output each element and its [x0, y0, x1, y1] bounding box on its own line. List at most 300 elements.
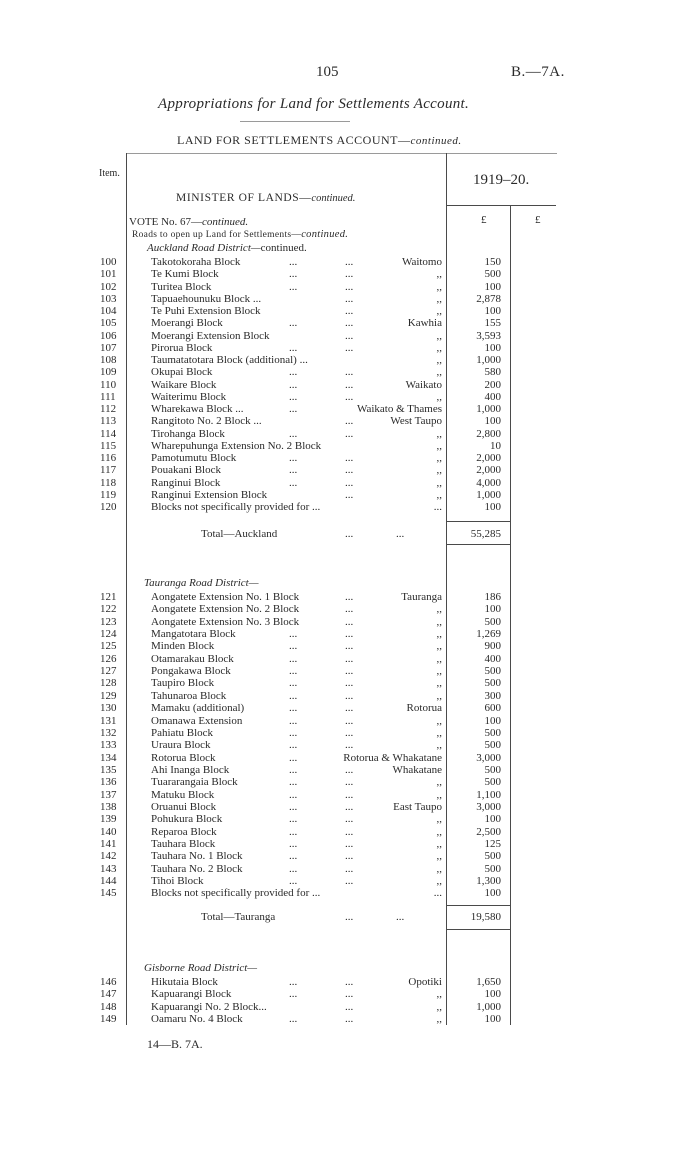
district-heading [144, 962, 257, 974]
leader-dots: ... [289, 256, 298, 268]
land-district: Waitomo [401, 256, 442, 268]
block-name: Tauhara Block [151, 838, 216, 850]
item-number: 131 [100, 714, 117, 727]
item-number: 119 [100, 488, 117, 501]
vote-heading [129, 216, 248, 228]
table-row [0, 305, 700, 317]
item-number: 116 [100, 452, 117, 464]
table-row [0, 826, 700, 838]
land-district: ,, [436, 726, 442, 739]
total-rule [446, 929, 510, 930]
land-district: ,, [436, 652, 442, 665]
block-name: Taupiro Block [151, 677, 215, 690]
leader-dots: ... [345, 763, 354, 776]
block-name: Pouakani Block [151, 464, 221, 477]
amount-value: 2,878 [476, 292, 501, 305]
item-number: 124 [100, 628, 117, 641]
leader-dots: ... [345, 850, 354, 863]
land-district: ,, [436, 452, 442, 464]
land-district: Waikato & Thames [356, 403, 442, 415]
leader-dots: ... [345, 329, 354, 342]
leader-dots: ... [289, 452, 298, 464]
item-number: 128 [100, 677, 117, 690]
item-number: 115 [100, 439, 117, 452]
table-row [0, 256, 700, 268]
item-number: 102 [100, 280, 117, 293]
land-district: Rotorua & Whakatane [343, 751, 442, 764]
amount-value: 100 [484, 305, 501, 317]
land-district: ,, [436, 476, 442, 489]
amount-value: 600 [484, 702, 501, 715]
amount-value: 100 [484, 813, 501, 826]
amount-value: 186 [484, 591, 501, 603]
table-row [0, 690, 700, 702]
leader-dots: ... [289, 317, 298, 330]
total-rule [446, 905, 510, 906]
item-number: 110 [100, 378, 117, 391]
total-leader: ... [396, 911, 405, 923]
amount-value: 580 [484, 366, 501, 379]
item-number: 100 [100, 256, 117, 268]
land-district: Waikato [405, 378, 442, 391]
block-name: Tauhara No. 2 Block [151, 862, 243, 875]
amount-value: 100 [484, 714, 501, 727]
leader-dots: ... [289, 1012, 298, 1025]
item-number: 144 [100, 875, 117, 888]
item-number: 120 [100, 501, 117, 513]
block-name: Tauhara No. 1 Block [151, 850, 243, 863]
leader-dots: ... [345, 862, 354, 875]
year-column-header: 1919–20. [473, 172, 530, 188]
block-name: Waikare Block [151, 378, 217, 391]
table-row [0, 665, 700, 677]
table-top-rule [127, 153, 557, 154]
leader-dots: ... [289, 366, 298, 379]
leader-dots: ... [289, 464, 298, 477]
leader-dots: ... [345, 776, 354, 789]
amount-value: 1,000 [476, 354, 501, 366]
total-amount: 19,580 [470, 911, 501, 923]
table-row [0, 489, 700, 501]
land-district: ,, [436, 988, 442, 1001]
leader-dots: ... [289, 403, 298, 415]
table-row [0, 776, 700, 788]
land-district: ,, [436, 280, 442, 293]
item-number: 130 [100, 702, 117, 715]
district-continued: continued. [260, 242, 307, 254]
district-name: Gisborne Road District— [144, 962, 258, 974]
block-name: Moerangi Block [151, 317, 223, 330]
land-district: Rotorua [406, 702, 442, 715]
land-district: ,, [436, 665, 442, 678]
vote-text: VOTE No. 67— [129, 216, 203, 228]
block-name: Hikutaia Block [151, 976, 218, 988]
item-number: 104 [100, 305, 117, 317]
leader-dots: ... [345, 292, 354, 305]
item-number: 127 [100, 665, 117, 678]
land-district: ,, [436, 390, 442, 403]
leader-dots: ... [289, 689, 298, 702]
leader-dots: ... [345, 1000, 354, 1013]
land-district: ,, [436, 714, 442, 727]
amount-value: 500 [484, 726, 501, 739]
block-name: Taumatatotara Block (additional) ... [151, 354, 308, 366]
leader-dots: ... [289, 268, 298, 281]
leader-dots: ... [345, 689, 354, 702]
table-row [0, 887, 700, 899]
table-row [0, 317, 700, 329]
block-name: Rotorua Block [151, 751, 216, 764]
block-name: Minden Block [151, 640, 215, 653]
land-district: ,, [436, 427, 442, 440]
total-rule [446, 521, 510, 522]
amount-value: 500 [484, 739, 501, 752]
table-row [0, 702, 700, 714]
item-number: 118 [100, 476, 117, 489]
amount-value: 100 [484, 1012, 501, 1025]
leader-dots: ... [345, 875, 354, 888]
land-district: ,, [436, 788, 442, 801]
leader-dots: ... [345, 726, 354, 739]
table-row [0, 440, 700, 452]
leader-dots: ... [289, 976, 298, 988]
amount-value: 500 [484, 862, 501, 875]
amount-value: 1,000 [476, 488, 501, 501]
land-district: ,, [436, 615, 442, 628]
district-name: Tauranga Road District— [144, 577, 259, 589]
land-district: ,, [436, 366, 442, 379]
amount-value: 500 [484, 268, 501, 281]
amount-value: 3,000 [476, 800, 501, 813]
block-name: Pirorua Block [151, 341, 213, 354]
block-name: Ranginui Extension Block [151, 488, 268, 501]
amount-value: 500 [484, 615, 501, 628]
land-district: ,, [436, 825, 442, 838]
block-name: Rangitoto No. 2 Block ... [151, 415, 262, 428]
item-number: 147 [100, 988, 117, 1001]
item-number: 117 [100, 464, 117, 477]
table-row [0, 628, 700, 640]
leader-dots: ... [345, 976, 354, 988]
amount-value: 900 [484, 640, 501, 653]
land-district: ,, [436, 268, 442, 281]
leader-dots: ... [345, 452, 354, 464]
land-district: ,, [436, 677, 442, 690]
item-number: 143 [100, 862, 117, 875]
block-name: Blocks not specifically provided for ... [151, 887, 321, 900]
item-number: 145 [100, 887, 117, 900]
land-district: ,, [436, 776, 442, 789]
land-district: ,, [436, 838, 442, 850]
leader-dots: ... [345, 488, 354, 501]
land-district: ,, [436, 1012, 442, 1025]
block-name: Tihoi Block [151, 875, 204, 888]
table-row [0, 739, 700, 751]
item-number: 139 [100, 813, 117, 826]
total-leader: ... [345, 911, 354, 923]
leader-dots: ... [289, 714, 298, 727]
table-row [0, 501, 700, 513]
table-row [0, 976, 700, 988]
block-name: Pohukura Block [151, 813, 223, 826]
amount-value: 200 [484, 378, 501, 391]
block-name: Kapuarangi Block [151, 988, 232, 1001]
land-district: ,, [436, 689, 442, 702]
leader-dots: ... [345, 591, 354, 603]
leader-dots: ... [289, 988, 298, 1001]
table-row [0, 801, 700, 813]
amount-value: 3,000 [476, 751, 501, 764]
table-row [0, 342, 700, 354]
table-row [0, 281, 700, 293]
item-number: 105 [100, 317, 117, 330]
item-number: 121 [100, 591, 117, 603]
item-number: 136 [100, 776, 117, 789]
item-number: 133 [100, 739, 117, 752]
table-row [0, 415, 700, 427]
land-district: ,, [436, 862, 442, 875]
table-row [0, 727, 700, 739]
block-name: Mangatotara Block [151, 628, 236, 641]
block-name: Reparoa Block [151, 825, 217, 838]
item-number: 101 [100, 268, 117, 281]
land-district: ,, [436, 439, 442, 452]
table-row [0, 764, 700, 776]
land-district: ... [433, 501, 442, 513]
table-row [0, 1013, 700, 1025]
leader-dots: ... [289, 390, 298, 403]
leader-dots: ... [289, 825, 298, 838]
leader-dots: ... [345, 366, 354, 379]
land-district: ,, [436, 488, 442, 501]
amount-value: 100 [484, 603, 501, 616]
land-district: ,, [436, 628, 442, 641]
currency-symbol: £ [481, 214, 487, 226]
account-subtitle [177, 133, 462, 148]
leader-dots: ... [345, 341, 354, 354]
land-district: ,, [436, 739, 442, 752]
item-number: 125 [100, 640, 117, 653]
leader-dots: ... [345, 476, 354, 489]
item-number: 108 [100, 354, 117, 366]
block-name: Turitea Block [151, 280, 212, 293]
amount-value: 400 [484, 652, 501, 665]
table-row [0, 850, 700, 862]
block-name: Takotokoraha Block [151, 256, 241, 268]
amount-value: 500 [484, 850, 501, 863]
amount-value: 2,500 [476, 825, 501, 838]
leader-dots: ... [345, 838, 354, 850]
currency-symbol: £ [535, 214, 541, 226]
leader-dots: ... [345, 378, 354, 391]
land-district: Whakatane [392, 763, 442, 776]
land-district: Tauranga [401, 591, 442, 603]
leader-dots: ... [289, 677, 298, 690]
roads-continued: continued. [301, 229, 349, 240]
amount-value: 1,269 [476, 628, 501, 641]
block-name: Otamarakau Block [151, 652, 234, 665]
leader-dots: ... [289, 875, 298, 888]
leader-dots: ... [345, 788, 354, 801]
item-number: 123 [100, 615, 117, 628]
table-row [0, 354, 700, 366]
block-name: Tapuaehounuku Block ... [151, 292, 262, 305]
land-district: ,, [436, 292, 442, 305]
amount-value: 1,100 [476, 788, 501, 801]
leader-dots: ... [289, 751, 298, 764]
leader-dots: ... [345, 615, 354, 628]
block-name: Oamaru No. 4 Block [151, 1012, 243, 1025]
leader-dots: ... [345, 702, 354, 715]
document-code: B.—7A. [511, 64, 565, 80]
table-row [0, 640, 700, 652]
land-district: ,, [436, 329, 442, 342]
table-row [0, 603, 700, 615]
leader-dots: ... [289, 280, 298, 293]
amount-value: 1,000 [476, 1000, 501, 1013]
table-row [0, 379, 700, 391]
block-name: Oruanui Block [151, 800, 217, 813]
table-row [0, 653, 700, 665]
leader-dots: ... [289, 652, 298, 665]
item-number: 106 [100, 329, 117, 342]
item-number: 140 [100, 825, 117, 838]
signature-mark: 14—B. 7A. [147, 1037, 203, 1051]
block-name: Pahiatu Block [151, 726, 214, 739]
minister-continued: continued. [311, 193, 356, 204]
block-name: Te Puhi Extension Block [151, 305, 261, 317]
leader-dots: ... [345, 1012, 354, 1025]
total-leader: ... [396, 528, 405, 540]
table-row [0, 863, 700, 875]
block-name: Aongatete Extension No. 1 Block [151, 591, 300, 603]
total-rule [446, 544, 510, 545]
leader-dots: ... [345, 988, 354, 1001]
leader-dots: ... [289, 427, 298, 440]
item-number: 113 [100, 415, 117, 428]
leader-dots: ... [289, 800, 298, 813]
leader-dots: ... [345, 665, 354, 678]
amount-value: 1,300 [476, 875, 501, 888]
block-name: Ahi Inanga Block [151, 763, 230, 776]
leader-dots: ... [345, 677, 354, 690]
land-district: West Taupo [390, 415, 442, 428]
amount-value: 2,800 [476, 427, 501, 440]
leader-dots: ... [289, 862, 298, 875]
table-row [0, 464, 700, 476]
amount-value: 100 [484, 988, 501, 1001]
table-row [0, 616, 700, 628]
vote-continued: continued. [202, 216, 249, 228]
table-row [0, 752, 700, 764]
item-number: 114 [100, 427, 117, 440]
leader-dots: ... [289, 628, 298, 641]
item-number: 146 [100, 976, 117, 988]
land-district: ,, [436, 850, 442, 863]
block-name: Te Kumi Block [151, 268, 219, 281]
block-name: Tuararangaia Block [151, 776, 238, 789]
block-name: Wharepuhunga Extension No. 2 Block [151, 439, 322, 452]
leader-dots: ... [289, 788, 298, 801]
land-district: ,, [436, 341, 442, 354]
leader-dots: ... [345, 464, 354, 477]
item-number: 148 [100, 1000, 117, 1013]
leader-dots: ... [289, 378, 298, 391]
amount-value: 125 [484, 838, 501, 850]
amount-value: 300 [484, 689, 501, 702]
leader-dots: ... [345, 317, 354, 330]
amount-value: 500 [484, 665, 501, 678]
block-name: Pamotumutu Block [151, 452, 237, 464]
amount-value: 1,000 [476, 403, 501, 415]
minister-heading [176, 192, 355, 204]
leader-dots: ... [289, 726, 298, 739]
block-name: Moerangi Extension Block [151, 329, 270, 342]
amount-value: 3,593 [476, 329, 501, 342]
table-row [0, 293, 700, 305]
table-row [0, 477, 700, 489]
item-number: 138 [100, 800, 117, 813]
amount-value: 10 [490, 439, 501, 452]
minister-text: MINISTER OF LANDS— [176, 192, 312, 204]
table-row [0, 428, 700, 440]
amount-value: 2,000 [476, 464, 501, 477]
land-district: ,, [436, 305, 442, 317]
item-number: 122 [100, 603, 117, 616]
item-number: 126 [100, 652, 117, 665]
table-row [0, 715, 700, 727]
leader-dots: ... [345, 800, 354, 813]
table-row [0, 391, 700, 403]
leader-dots: ... [289, 813, 298, 826]
item-number: 137 [100, 788, 117, 801]
land-district: ,, [436, 813, 442, 826]
block-name: Tirohanga Block [151, 427, 225, 440]
item-number: 134 [100, 751, 117, 764]
item-number: 135 [100, 763, 117, 776]
year-header-rule [446, 205, 556, 206]
block-name: Blocks not specifically provided for ... [151, 501, 321, 513]
amount-value: 400 [484, 390, 501, 403]
table-row [0, 452, 700, 464]
block-name: Uraura Block [151, 739, 211, 752]
block-name: Matuku Block [151, 788, 215, 801]
item-number: 109 [100, 366, 117, 379]
leader-dots: ... [289, 850, 298, 863]
page-title: Appropriations for Land for Settlements Account. [158, 96, 470, 112]
block-name: Ranginui Block [151, 476, 221, 489]
block-name: Aongatete Extension No. 3 Block [151, 615, 300, 628]
item-number: 111 [100, 390, 116, 403]
item-number: 149 [100, 1012, 117, 1025]
leader-dots: ... [345, 280, 354, 293]
table-row [0, 988, 700, 1000]
land-district: ... [433, 887, 442, 900]
total-label: Total—Auckland [201, 528, 278, 540]
leader-dots: ... [345, 427, 354, 440]
table-row [0, 677, 700, 689]
block-name: Omanawa Extension [151, 714, 243, 727]
item-number: 141 [100, 838, 117, 850]
amount-value: 100 [484, 341, 501, 354]
land-district: ,, [436, 640, 442, 653]
leader-dots: ... [289, 763, 298, 776]
table-row [0, 838, 700, 850]
leader-dots: ... [289, 739, 298, 752]
leader-dots: ... [289, 341, 298, 354]
item-number: 142 [100, 850, 117, 863]
subtitle-text: LAND FOR SETTLEMENTS ACCOUNT— [177, 133, 411, 147]
